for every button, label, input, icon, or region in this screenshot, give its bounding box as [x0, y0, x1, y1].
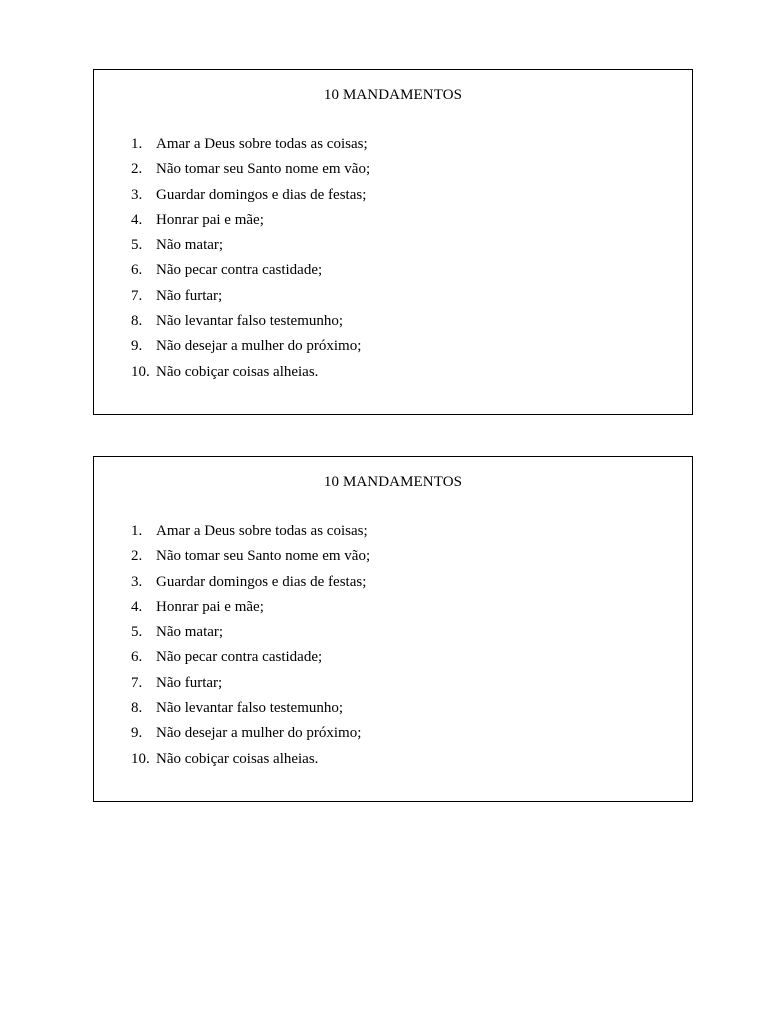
item-number: 10.: [131, 363, 150, 380]
item-number: 10.: [131, 750, 150, 767]
list-item: [94, 260, 692, 285]
item-text: Não matar;: [156, 624, 224, 641]
item-number: 2.: [131, 161, 143, 178]
list-item: [94, 185, 692, 210]
list-item: [94, 235, 692, 260]
item-number: 7.: [131, 287, 143, 304]
list-item: [94, 336, 692, 361]
list-item: [94, 698, 692, 723]
box-title: 10 MANDAMENTOS: [323, 87, 463, 103]
item-text: Não desejar a mulher do próximo;: [156, 725, 362, 742]
list-item: [94, 749, 692, 774]
item-text: Não furtar;: [156, 287, 223, 304]
item-text: Não matar;: [156, 237, 224, 254]
item-text: Não cobiçar coisas alheias.: [156, 750, 319, 767]
item-text: Amar a Deus sobre todas as coisas;: [156, 523, 368, 539]
list-item: [94, 723, 692, 748]
list-item: [94, 647, 692, 672]
list-item: [94, 521, 692, 546]
list-item: [94, 286, 692, 311]
item-text: Guardar domingos e dias de festas;: [156, 186, 367, 203]
commandments-box-1: [93, 69, 693, 415]
item-text: Amar a Deus sobre todas as coisas;: [156, 136, 368, 152]
item-number: 7.: [131, 674, 143, 691]
item-text: Não levantar falso testemunho;: [156, 700, 344, 717]
item-text: Não furtar;: [156, 674, 223, 691]
list-item: [94, 134, 692, 159]
list-item: [94, 572, 692, 597]
box-title: 10 MANDAMENTOS: [323, 474, 463, 490]
item-text: Não levantar falso testemunho;: [156, 313, 344, 330]
list-item: [94, 622, 692, 647]
item-text: Não pecar contra castidade;: [156, 262, 323, 279]
list-item: [94, 362, 692, 387]
item-number: 4.: [131, 211, 143, 228]
commandments-list: [94, 134, 692, 387]
item-number: 6.: [131, 649, 143, 666]
item-number: 9.: [131, 725, 143, 742]
item-text: Não pecar contra castidade;: [156, 649, 323, 666]
item-number: 8.: [131, 313, 143, 330]
item-number: 1.: [131, 523, 143, 539]
commandments-box-2: [93, 456, 693, 802]
list-item: [94, 159, 692, 184]
list-item: [94, 311, 692, 336]
item-number: 5.: [131, 624, 143, 641]
commandments-list: [94, 521, 692, 774]
item-number: 1.: [131, 136, 143, 152]
item-text: Não desejar a mulher do próximo;: [156, 338, 362, 355]
list-item: [94, 597, 692, 622]
item-text: Não tomar seu Santo nome em vão;: [156, 548, 371, 565]
item-text: Honrar pai e mãe;: [156, 598, 264, 615]
list-item: [94, 546, 692, 571]
item-number: 3.: [131, 573, 143, 590]
item-number: 8.: [131, 700, 143, 717]
item-text: Honrar pai e mãe;: [156, 211, 264, 228]
list-item: [94, 210, 692, 235]
item-number: 2.: [131, 548, 143, 565]
item-number: 3.: [131, 186, 143, 203]
item-text: Guardar domingos e dias de festas;: [156, 573, 367, 590]
item-text: Não tomar seu Santo nome em vão;: [156, 161, 371, 178]
list-item: [94, 673, 692, 698]
item-number: 9.: [131, 338, 143, 355]
item-number: 5.: [131, 237, 143, 254]
item-number: 6.: [131, 262, 143, 279]
item-number: 4.: [131, 598, 143, 615]
item-text: Não cobiçar coisas alheias.: [156, 363, 319, 380]
